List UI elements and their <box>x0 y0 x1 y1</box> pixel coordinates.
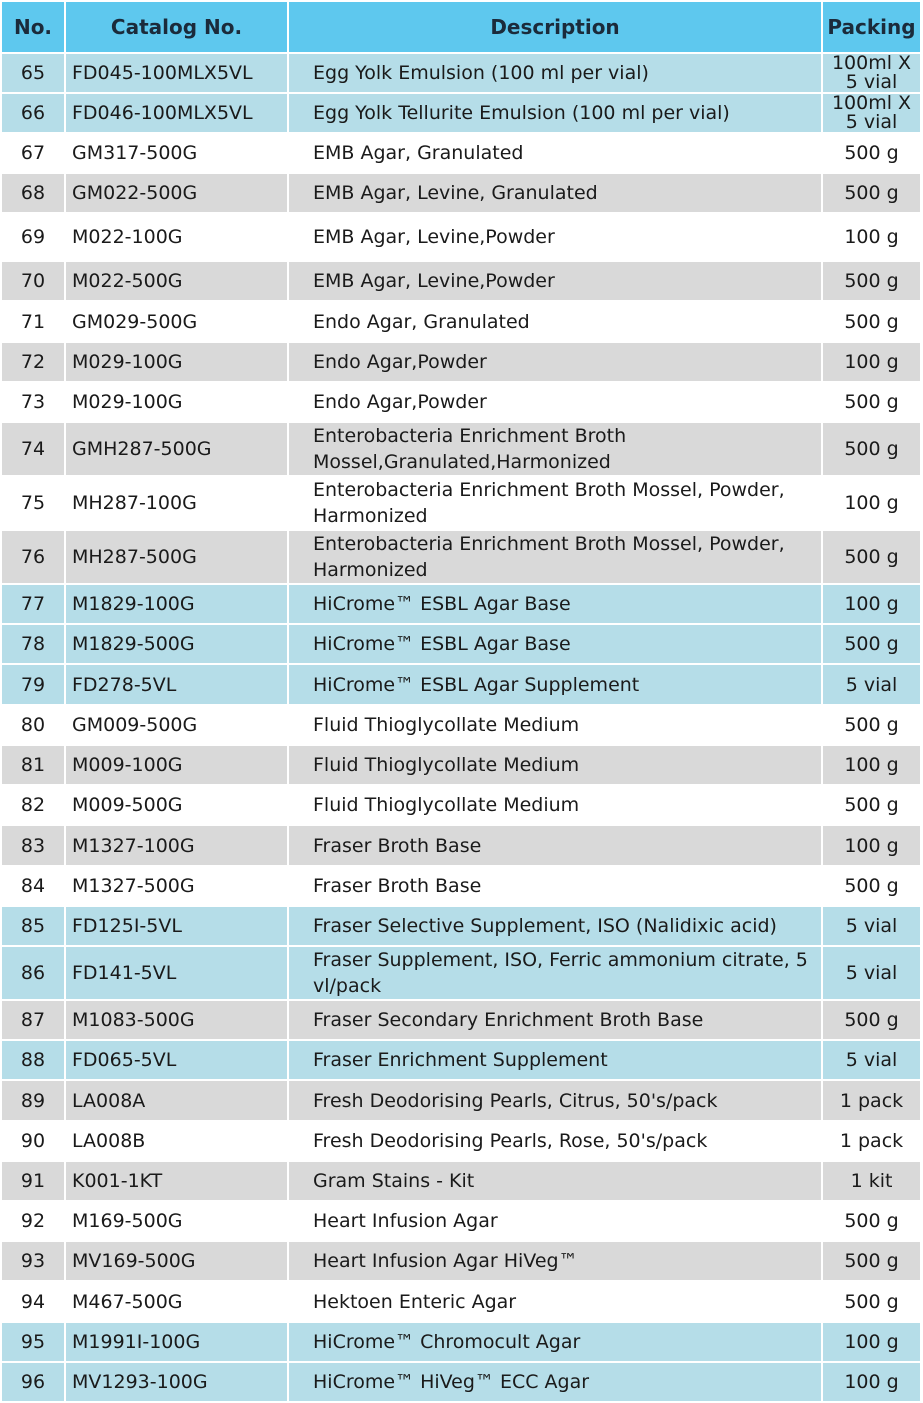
cell-catalog-no: MV1293-100G <box>65 1362 288 1402</box>
cell-description: Fresh Deodorising Pearls, Citrus, 50's/pack <box>288 1080 822 1121</box>
cell-catalog-no: M029-100G <box>65 382 288 422</box>
cell-packing: 500 g <box>822 705 920 745</box>
cell-no: 80 <box>2 705 65 745</box>
cell-packing: 100ml X 5 vial <box>822 93 920 133</box>
cell-no: 84 <box>2 866 65 906</box>
table-row <box>2 382 920 422</box>
table-row <box>2 1281 920 1322</box>
table-row <box>2 261 920 301</box>
cell-description: Fresh Deodorising Pearls, Rose, 50's/pack <box>288 1121 822 1161</box>
cell-description: Enterobacteria Enrichment Broth Mossel, Powder, Harmonized <box>288 476 822 530</box>
cell-no: 95 <box>2 1322 65 1362</box>
table-row <box>2 1000 920 1040</box>
cell-description: Fraser Selective Supplement, ISO (Nalidixic acid) <box>288 906 822 946</box>
table-row <box>2 785 920 825</box>
cell-packing: 100 g <box>822 476 920 530</box>
cell-no: 74 <box>2 422 65 476</box>
cell-packing: 500 g <box>822 866 920 906</box>
cell-no: 73 <box>2 382 65 422</box>
table-row <box>2 1241 920 1281</box>
cell-no: 72 <box>2 342 65 382</box>
cell-catalog-no: M1829-500G <box>65 624 288 664</box>
cell-description: Endo Agar, Granulated <box>288 301 822 342</box>
cell-catalog-no: M022-500G <box>65 261 288 301</box>
cell-description: Enterobacteria Enrichment Broth Mossel, Powder, Harmonized <box>288 530 822 584</box>
cell-packing: 500 g <box>822 173 920 213</box>
cell-catalog-no: MV169-500G <box>65 1241 288 1281</box>
cell-description: Hektoen Enteric Agar <box>288 1281 822 1322</box>
cell-catalog-no: M1327-100G <box>65 825 288 866</box>
table-row <box>2 93 920 133</box>
table-row <box>2 301 920 342</box>
cell-no: 81 <box>2 745 65 785</box>
table-row <box>2 1362 920 1402</box>
cell-no: 82 <box>2 785 65 825</box>
cell-packing: 500 g <box>822 1281 920 1322</box>
table-row <box>2 745 920 785</box>
cell-packing: 500 g <box>822 422 920 476</box>
cell-packing: 1 pack <box>822 1121 920 1161</box>
cell-description: HiCrome™ ESBL Agar Supplement <box>288 664 822 705</box>
cell-no: 90 <box>2 1121 65 1161</box>
cell-catalog-no: M1829-100G <box>65 584 288 624</box>
cell-catalog-no: MH287-100G <box>65 476 288 530</box>
cell-description: Gram Stains - Kit <box>288 1161 822 1201</box>
cell-catalog-no: GM317-500G <box>65 133 288 173</box>
cell-packing: 500 g <box>822 530 920 584</box>
cell-no: 75 <box>2 476 65 530</box>
cell-catalog-no: M1327-500G <box>65 866 288 906</box>
cell-description: Fraser Broth Base <box>288 825 822 866</box>
cell-no: 88 <box>2 1040 65 1080</box>
cell-packing: 500 g <box>822 624 920 664</box>
table-row <box>2 422 920 476</box>
cell-catalog-no: M029-100G <box>65 342 288 382</box>
cell-packing: 100 g <box>822 1362 920 1402</box>
cell-no: 96 <box>2 1362 65 1402</box>
cell-description: Heart Infusion Agar HiVeg™ <box>288 1241 822 1281</box>
cell-packing: 500 g <box>822 1241 920 1281</box>
cell-description: Egg Yolk Tellurite Emulsion (100 ml per vial) <box>288 93 822 133</box>
cell-description: Endo Agar,Powder <box>288 382 822 422</box>
cell-packing: 100 g <box>822 745 920 785</box>
cell-catalog-no: GM009-500G <box>65 705 288 745</box>
cell-packing: 500 g <box>822 1201 920 1241</box>
cell-catalog-no: GM022-500G <box>65 173 288 213</box>
cell-catalog-no: M1991I-100G <box>65 1322 288 1362</box>
cell-description: Endo Agar,Powder <box>288 342 822 382</box>
table-row <box>2 946 920 1000</box>
table-row <box>2 476 920 530</box>
table-row <box>2 133 920 173</box>
cell-no: 65 <box>2 53 65 93</box>
cell-packing: 5 vial <box>822 1040 920 1080</box>
cell-description: HiCrome™ HiVeg™ ECC Agar <box>288 1362 822 1402</box>
cell-catalog-no: K001-1KT <box>65 1161 288 1201</box>
cell-catalog-no: M022-100G <box>65 213 288 261</box>
cell-packing: 1 pack <box>822 1080 920 1121</box>
cell-packing: 500 g <box>822 301 920 342</box>
cell-description: Enterobacteria Enrichment Broth Mossel,Granulated,Harmonized <box>288 422 822 476</box>
cell-no: 83 <box>2 825 65 866</box>
catalog-table <box>2 2 920 1403</box>
cell-no: 67 <box>2 133 65 173</box>
cell-catalog-no: M467-500G <box>65 1281 288 1322</box>
cell-packing: 100 g <box>822 213 920 261</box>
cell-description: Fluid Thioglycollate Medium <box>288 785 822 825</box>
cell-no: 71 <box>2 301 65 342</box>
cell-packing: 5 vial <box>822 946 920 1000</box>
cell-catalog-no: FD125I-5VL <box>65 906 288 946</box>
cell-catalog-no: M009-100G <box>65 745 288 785</box>
cell-catalog-no: M009-500G <box>65 785 288 825</box>
table-row <box>2 213 920 261</box>
cell-catalog-no: M169-500G <box>65 1201 288 1241</box>
cell-no: 87 <box>2 1000 65 1040</box>
cell-packing: 5 vial <box>822 906 920 946</box>
cell-description: HiCrome™ ESBL Agar Base <box>288 584 822 624</box>
cell-packing: 100 g <box>822 584 920 624</box>
header-catalog-no: Catalog No. <box>65 2 288 53</box>
cell-catalog-no: LA008B <box>65 1121 288 1161</box>
cell-packing: 500 g <box>822 785 920 825</box>
cell-description: EMB Agar, Levine,Powder <box>288 261 822 301</box>
cell-no: 66 <box>2 93 65 133</box>
cell-no: 85 <box>2 906 65 946</box>
cell-no: 69 <box>2 213 65 261</box>
cell-catalog-no: FD046-100MLX5VL <box>65 93 288 133</box>
cell-catalog-no: FD141-5VL <box>65 946 288 1000</box>
cell-catalog-no: GMH287-500G <box>65 422 288 476</box>
cell-no: 91 <box>2 1161 65 1201</box>
table-header <box>2 2 920 53</box>
table-row <box>2 624 920 664</box>
table-row <box>2 1040 920 1080</box>
header-no: No. <box>2 2 65 53</box>
cell-no: 77 <box>2 584 65 624</box>
cell-description: Fraser Enrichment Supplement <box>288 1040 822 1080</box>
cell-catalog-no: LA008A <box>65 1080 288 1121</box>
cell-description: Fluid Thioglycollate Medium <box>288 745 822 785</box>
table-row <box>2 1161 920 1201</box>
header-packing: Packing <box>822 2 920 53</box>
table-row <box>2 53 920 93</box>
cell-description: Heart Infusion Agar <box>288 1201 822 1241</box>
cell-no: 76 <box>2 530 65 584</box>
table-body <box>2 53 920 1402</box>
cell-description: Fraser Secondary Enrichment Broth Base <box>288 1000 822 1040</box>
cell-no: 79 <box>2 664 65 705</box>
cell-description: Egg Yolk Emulsion (100 ml per vial) <box>288 53 822 93</box>
cell-catalog-no: GM029-500G <box>65 301 288 342</box>
cell-packing: 1 kit <box>822 1161 920 1201</box>
header-description: Description <box>288 2 822 53</box>
cell-catalog-no: FD045-100MLX5VL <box>65 53 288 93</box>
cell-description: Fraser Broth Base <box>288 866 822 906</box>
table-row <box>2 1322 920 1362</box>
cell-description: EMB Agar, Levine,Powder <box>288 213 822 261</box>
cell-no: 78 <box>2 624 65 664</box>
cell-description: HiCrome™ Chromocult Agar <box>288 1322 822 1362</box>
table-row <box>2 1201 920 1241</box>
cell-no: 93 <box>2 1241 65 1281</box>
cell-description: EMB Agar, Granulated <box>288 133 822 173</box>
cell-description: Fluid Thioglycollate Medium <box>288 705 822 745</box>
cell-packing: 100 g <box>822 342 920 382</box>
table-row <box>2 1080 920 1121</box>
cell-packing: 500 g <box>822 1000 920 1040</box>
cell-no: 86 <box>2 946 65 1000</box>
table-row <box>2 530 920 584</box>
table-row <box>2 664 920 705</box>
cell-packing: 100 g <box>822 825 920 866</box>
cell-packing: 500 g <box>822 133 920 173</box>
table-row <box>2 866 920 906</box>
header-row <box>2 2 920 53</box>
cell-description: EMB Agar, Levine, Granulated <box>288 173 822 213</box>
table-row <box>2 173 920 213</box>
cell-packing: 100 g <box>822 1322 920 1362</box>
cell-no: 92 <box>2 1201 65 1241</box>
cell-catalog-no: MH287-500G <box>65 530 288 584</box>
table-row <box>2 342 920 382</box>
cell-description: Fraser Supplement, ISO, Ferric ammonium citrate, 5 vl/pack <box>288 946 822 1000</box>
table-row <box>2 1121 920 1161</box>
cell-no: 70 <box>2 261 65 301</box>
cell-packing: 5 vial <box>822 664 920 705</box>
cell-packing: 500 g <box>822 382 920 422</box>
cell-packing: 100ml X 5 vial <box>822 53 920 93</box>
cell-no: 68 <box>2 173 65 213</box>
cell-catalog-no: M1083-500G <box>65 1000 288 1040</box>
table-row <box>2 584 920 624</box>
table-row <box>2 705 920 745</box>
cell-description: HiCrome™ ESBL Agar Base <box>288 624 822 664</box>
cell-packing: 500 g <box>822 261 920 301</box>
cell-no: 89 <box>2 1080 65 1121</box>
table-row <box>2 825 920 866</box>
cell-catalog-no: FD065-5VL <box>65 1040 288 1080</box>
table-row <box>2 906 920 946</box>
cell-catalog-no: FD278-5VL <box>65 664 288 705</box>
cell-no: 94 <box>2 1281 65 1322</box>
